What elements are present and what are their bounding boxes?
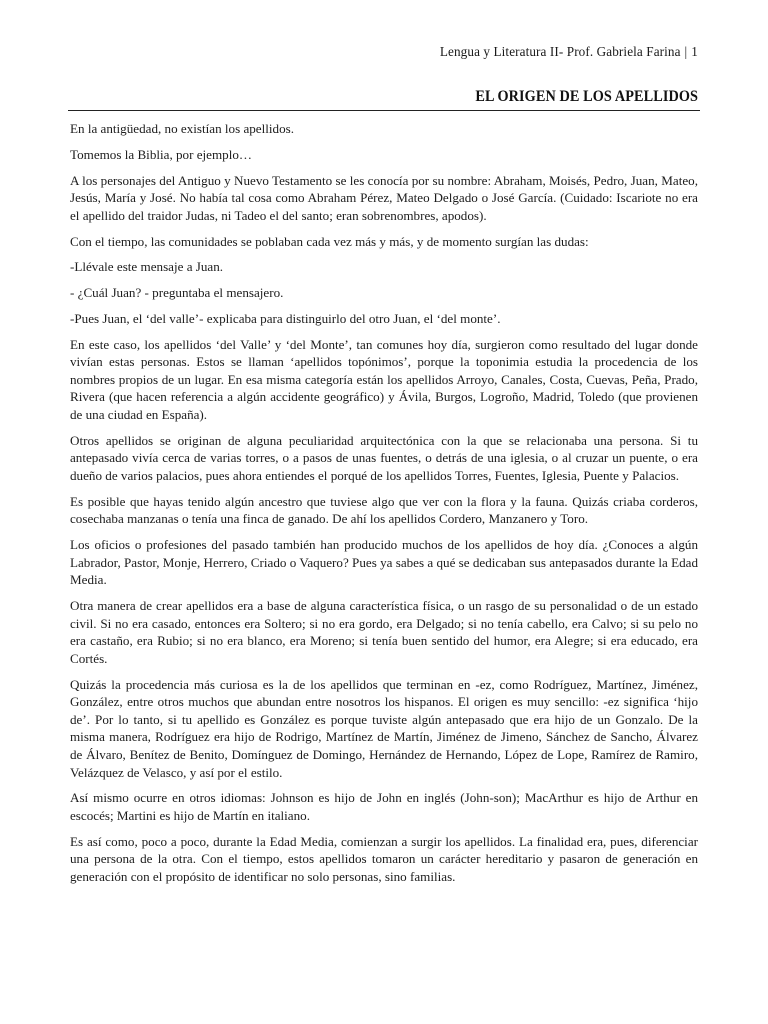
- document-body: [70, 120, 698, 894]
- paragraph: Los oficios o profesiones del pasado también han producido muchos de los apellidos de hoy día. ¿Conoces a algún Labrador, Pastor, Monje, Herrero, Criado o Vaquero? Pues ya sabes a qué se dedicaban sus antepasados durante la Edad Media.: [70, 537, 698, 588]
- title-rule: [68, 86, 700, 111]
- paragraph: Es así como, poco a poco, durante la Edad Media, comienzan a surgir los apellidos. La finalidad era, pues, diferenciar una persona de la otra. Con el tiempo, estos apellidos tomaron un carácter hereditario y pasaron de generación en generación con el propósito de identificar no solo personas, sino familias.: [70, 833, 698, 884]
- dialogue-line: -Pues Juan, el ‘del valle’- explicaba para distinguirlo del otro Juan, el ‘del monte’.: [70, 310, 501, 326]
- paragraph: Otros apellidos se originan de alguna peculiaridad arquitectónica con la que se relacionaba una persona. Si tu antepasado vivía cerca de varias torres, o a pasos de unas fuentes, o detrás de una iglesia, o al cruzar un puente, o era dueño de varios palacios, pues ahora entiendes el porqué de los apellidos Torres, Fuentes, Iglesia, Puente y Palacios.: [70, 432, 698, 483]
- paragraph: Es posible que hayas tenido algún ancestro que tuviese algo que ver con la flora y la fauna. Quizás criaba corderos, cosechaba manzanas o tenía una finca de ganado. De ahí los apellidos Cordero, Manzanero y Toro.: [70, 493, 698, 527]
- course-label: Lengua y Literatura II- Prof. Gabriela Farina: [439, 44, 681, 59]
- paragraph: Quizás la procedencia más curiosa es la de los apellidos que terminan en -ez, como Rodríguez, Martínez, Jiménez, González, entre otros muchos que abundan entre nosotros los hispanos. El origen es muy sencillo: -ez significa ‘hijo de’. Por lo tanto, si tu apellido es González es porque tuviste algún antepasado que era hijo de un Gonzalo. De la misma manera, Rodríguez era hijo de Rodrigo, Martínez de Martín, Jiménez de Jimeno, Sánchez de Sancho, Álvarez de Álvaro, Benítez de Benito, Domínguez de Domingo, Hernández de Hernando, López de Lope, Ramírez de Ramiro, Velázquez de Velasco, y así por el estilo.: [70, 676, 698, 780]
- paragraph: Así mismo ocurre en otros idiomas: Johnson es hijo de John en inglés (John-son); MacArthur es hijo de Arthur en escocés; Martini es hijo de Martín en italiano.: [70, 790, 698, 824]
- paragraph: A los personajes del Antiguo y Nuevo Testamento se les conocía por su nombre: Abraham, Moisés, Pedro, Juan, Mateo, Jesús, María y José. No había tal cosa como Abraham Pérez, Mateo Delgado o José García. (Cuidado: Iscariote no era el apellido del traidor Judas, ni Tadeo el del santo; eran sobrenombres, apodos).: [70, 172, 698, 223]
- paragraph: En este caso, los apellidos ‘del Valle’ y ‘del Monte’, tan comunes hoy día, surgieron como resultado del lugar donde vivían estas personas. Estos se llaman ‘apellidos topónimos’, porque la toponimia estudia la procedencia de los nombres propios de un lugar. En esa misma categoría están los apellidos Arroyo, Canales, Costa, Cuevas, Peña, Prado, Rivera (que hacen referencia a algún accidente geográfico) y Ávila, Burgos, Logroño, Madrid, Toledo (que provienen de una ciudad en España).: [70, 336, 698, 423]
- document-title: EL ORIGEN DE LOS APELLIDOS: [475, 88, 698, 105]
- paragraph: Otra manera de crear apellidos era a base de alguna característica física, o un rasgo de su personalidad o de un estado civil. Si no era casado, entonces era Soltero; si no era gordo, era Delgado; si no tenía cabello, era Calvo; si su pelo no era castaño, era Rubio; si no era blanco, era Moreno; si tenía buen sentido del humor, era Alegre; si era educado, era Cortés.: [70, 598, 698, 666]
- dialogue-line: -Llévale este mensaje a Juan.: [70, 259, 224, 275]
- running-header: [440, 44, 698, 60]
- page-number: 1: [691, 44, 698, 59]
- paragraph: Tomemos la Biblia, por ejemplo…: [70, 146, 253, 162]
- header-separator: |: [684, 44, 688, 59]
- paragraph: Con el tiempo, las comunidades se poblaban cada vez más y más, y de momento surgían las dudas:: [70, 233, 589, 249]
- dialogue-line: - ¿Cuál Juan? - preguntaba el mensajero.: [70, 285, 284, 301]
- paragraph: En la antigüedad, no existían los apellidos.: [70, 121, 295, 136]
